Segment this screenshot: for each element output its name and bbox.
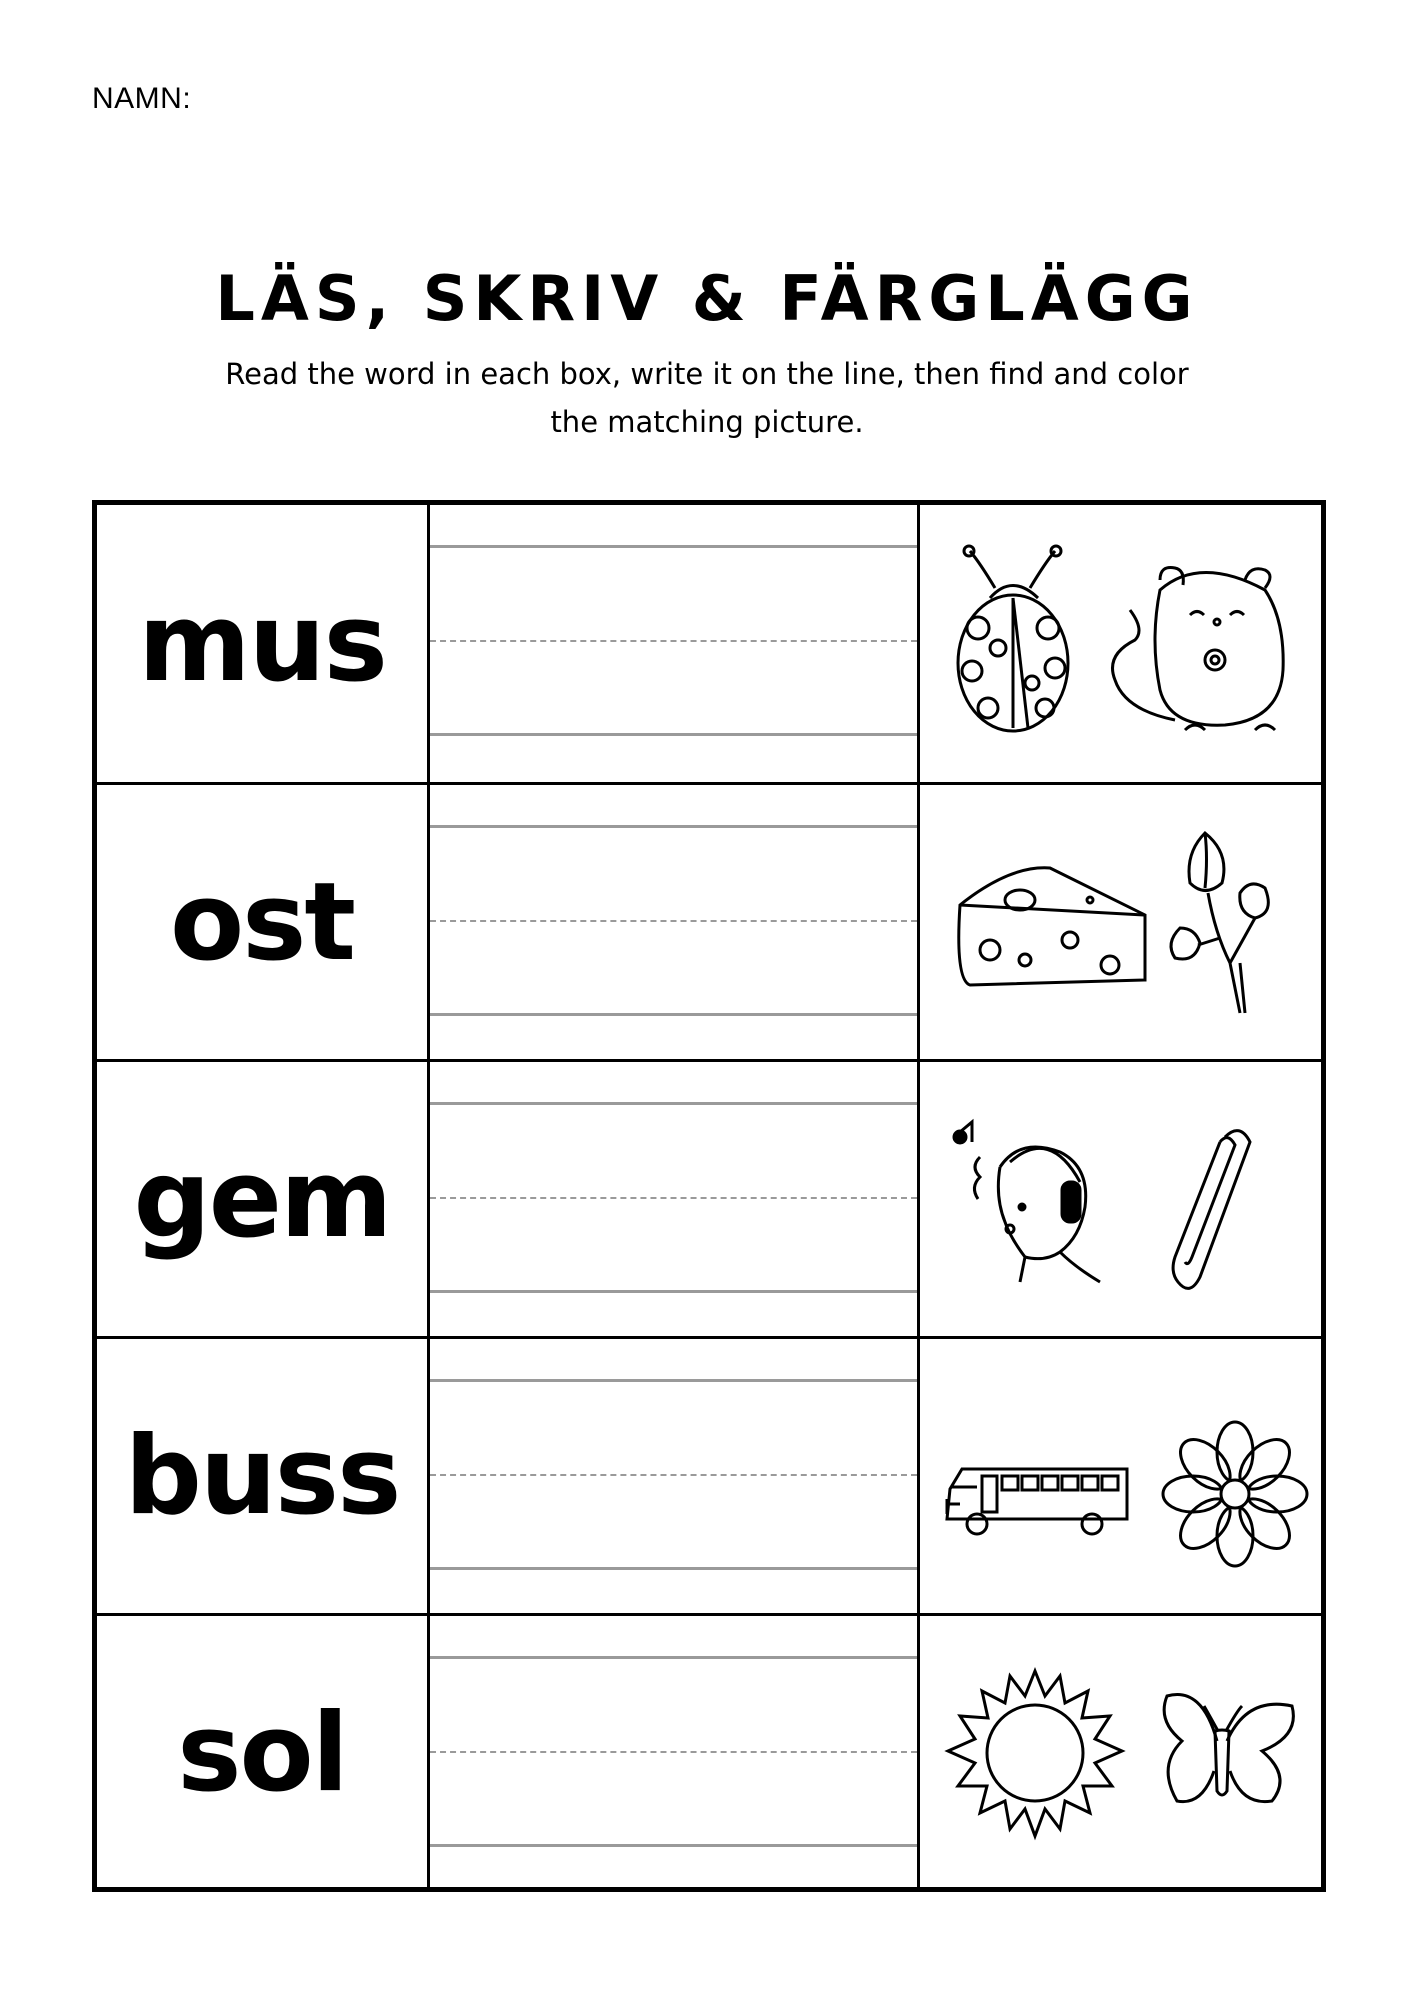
worksheet-row xyxy=(97,1613,1321,1890)
word-cell xyxy=(97,1062,430,1336)
sun-icon[interactable] xyxy=(940,1661,1130,1841)
cheese-icon[interactable] xyxy=(950,860,1150,990)
word-cell xyxy=(97,785,430,1059)
word-label: buss xyxy=(124,1413,400,1539)
top-line xyxy=(430,1102,917,1105)
mid-dashed-line xyxy=(430,1474,917,1476)
daisy-flower-icon[interactable] xyxy=(1160,1419,1310,1569)
picture-cell xyxy=(920,1616,1321,1890)
worksheet-row xyxy=(97,1336,1321,1613)
picture-cell xyxy=(920,1062,1321,1336)
mid-dashed-line xyxy=(430,640,917,642)
top-line xyxy=(430,545,917,548)
worksheet-row xyxy=(97,1059,1321,1336)
base-line xyxy=(430,1844,917,1847)
mouse-icon[interactable] xyxy=(1105,560,1295,735)
picture-cell xyxy=(920,785,1321,1059)
writing-area[interactable] xyxy=(430,505,920,782)
word-label: mus xyxy=(138,581,386,706)
writing-area[interactable] xyxy=(430,1062,920,1336)
butterfly-icon[interactable] xyxy=(1152,1681,1302,1821)
word-label: sol xyxy=(177,1690,347,1816)
base-line xyxy=(430,1567,917,1570)
word-label: ost xyxy=(169,859,355,985)
base-line xyxy=(430,733,917,736)
word-cell xyxy=(97,1339,430,1613)
person-headphones-icon[interactable] xyxy=(950,1107,1110,1287)
mid-dashed-line xyxy=(430,1197,917,1199)
top-line xyxy=(430,1379,917,1382)
word-cell xyxy=(97,505,430,782)
writing-area[interactable] xyxy=(430,1339,920,1613)
writing-area[interactable] xyxy=(430,1616,920,1890)
mid-dashed-line xyxy=(430,1751,917,1753)
picture-cell xyxy=(920,1339,1321,1613)
paperclip-icon[interactable] xyxy=(1170,1117,1260,1297)
flower-bud-icon[interactable] xyxy=(1160,823,1290,1023)
base-line xyxy=(430,1013,917,1016)
picture-cell xyxy=(920,505,1321,782)
top-line xyxy=(430,1656,917,1659)
mid-dashed-line xyxy=(430,920,917,922)
worksheet-table xyxy=(92,500,1326,1892)
instructions: Read the word in each box, write it on the line, then find and color the matching picture. xyxy=(225,357,1189,439)
page-title: LÄS, SKRIV & FÄRGLÄGG xyxy=(215,262,1199,335)
name-label: NAMN: xyxy=(92,82,192,115)
word-label: gem xyxy=(133,1136,391,1262)
worksheet-row xyxy=(97,505,1321,782)
base-line xyxy=(430,1290,917,1293)
writing-area[interactable] xyxy=(430,785,920,1059)
bus-icon[interactable] xyxy=(942,1454,1132,1544)
top-line xyxy=(430,825,917,828)
word-cell xyxy=(97,1616,430,1890)
worksheet-row xyxy=(97,782,1321,1059)
ladybug-icon[interactable] xyxy=(950,543,1080,733)
